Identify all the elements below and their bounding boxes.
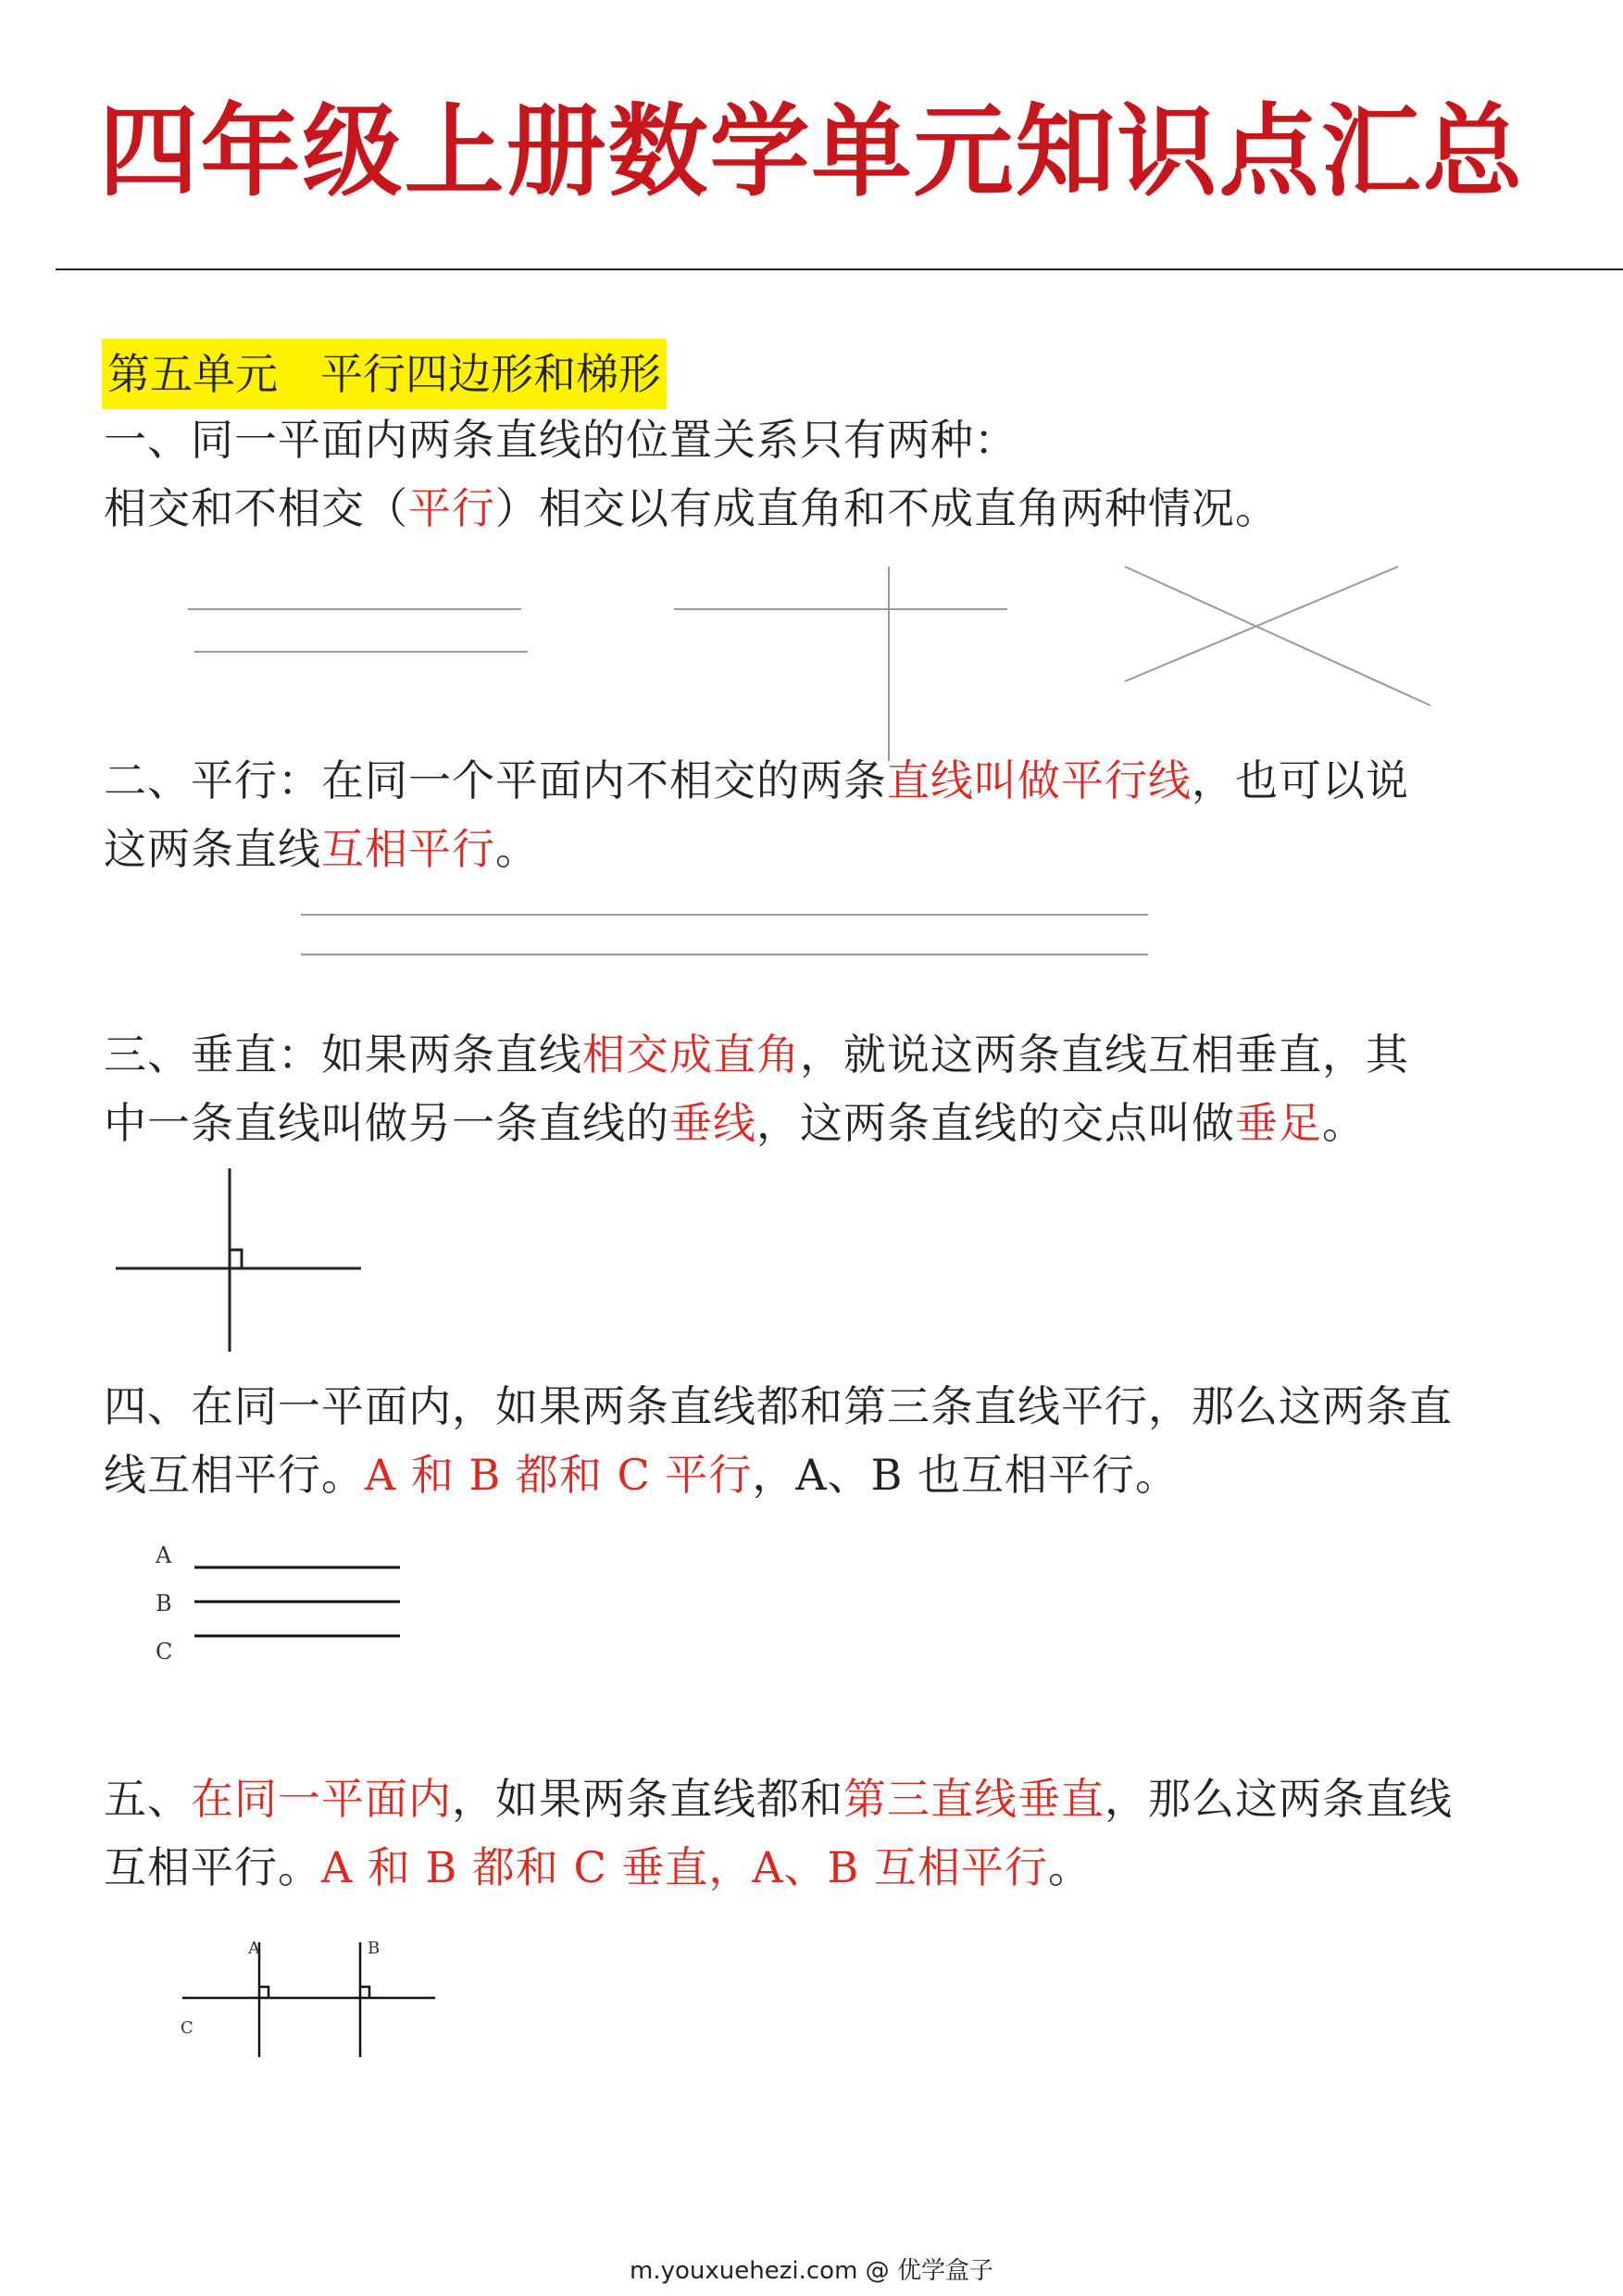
section-3-text-e: 。 xyxy=(1322,1098,1366,1148)
figure-perpendicular-foot xyxy=(116,1168,361,1352)
section-3-key-term-3: 垂足 xyxy=(1235,1098,1322,1148)
section-5-key-term-2: 第三直线垂直 xyxy=(843,1774,1105,1824)
section-2-text-d: 。 xyxy=(495,824,539,874)
section-4-key-term: A 和 B 都和 C 平行 xyxy=(365,1450,753,1500)
section-1-key-term: 平行 xyxy=(408,483,495,533)
section-5-line-2 xyxy=(104,1833,1548,1902)
section-4-text: 四、在同一平面内，如果两条直线都和第三条直线平行，那么这两条直 xyxy=(104,1381,1453,1431)
section-2-key-term-2: 互相平行 xyxy=(321,824,495,874)
section-5-text-c: ，那么这两条直线 xyxy=(1105,1774,1453,1824)
section-5-text-e: 。 xyxy=(1047,1842,1092,1892)
figure-three-parallels xyxy=(194,1567,400,1636)
section-1-text-b: ）相交以有成直角和不成直角两种情况。 xyxy=(495,483,1279,533)
section-2-text-b: ，也可以说 xyxy=(1192,755,1409,805)
figure-5-label-b: B xyxy=(368,1939,381,1958)
section-1-text-a: 相交和不相交（ xyxy=(104,483,408,533)
section-5-text-b: ，如果两条直线都和 xyxy=(452,1774,843,1824)
section-3-text-b: ，就说这两条直线互相垂直，其 xyxy=(800,1029,1409,1079)
page-title: 四年级上册数学单元知识点汇总 xyxy=(98,94,1525,210)
figure-4-label-b: B xyxy=(156,1591,172,1616)
figure-5-label-a: A xyxy=(248,1939,260,1958)
section-5-key-term-3: A 和 B 都和 C 垂直，A、B 互相平行 xyxy=(321,1842,1048,1892)
section-5-text-a: 五、 xyxy=(104,1774,191,1824)
section-3-key-term-2: 垂线 xyxy=(669,1098,756,1148)
section-2-line-2 xyxy=(104,815,1548,883)
unit-heading: 第五单元 平行四边形和梯形 xyxy=(102,339,667,409)
section-2-key-term: 直线叫做平行线 xyxy=(887,755,1192,805)
section-3-text-a: 三、垂直：如果两条直线 xyxy=(104,1029,582,1079)
section-4-text-b: ，A、B 也互相平行。 xyxy=(752,1450,1179,1500)
section-3-line-2 xyxy=(104,1089,1548,1157)
section-4-line-2 xyxy=(104,1441,1548,1509)
section-5-line-1 xyxy=(104,1765,1548,1833)
section-3-key-term: 相交成直角 xyxy=(582,1029,800,1079)
section-4-line-1 xyxy=(104,1372,1548,1441)
section-4-text-a: 线互相平行。 xyxy=(104,1450,365,1500)
figure-4-label-a: A xyxy=(156,1542,172,1568)
section-2-text-c: 这两条直线 xyxy=(104,824,321,874)
figure-5-label-c: C xyxy=(181,2018,194,2038)
section-5-key-term: 在同一平面内 xyxy=(191,1774,452,1824)
figure-4-label-c: C xyxy=(156,1639,173,1665)
footer-watermark: m.youxuehezi.com @ 优学盒子 xyxy=(630,2257,993,2285)
figure-oblique-intersection xyxy=(1125,567,1430,705)
section-2-text-a: 二、平行：在同一个平面内不相交的两条 xyxy=(104,755,887,805)
section-3-line-1 xyxy=(104,1020,1548,1089)
figure-parallel-lines xyxy=(188,609,528,652)
figure-two-perpendiculars xyxy=(182,1942,435,2057)
section-3-text-c: 中一条直线叫做另一条直线的 xyxy=(104,1098,669,1148)
section-3-text-d: ，这两条直线的交点叫做 xyxy=(756,1098,1235,1148)
section-5-text-d: 互相平行。 xyxy=(104,1842,321,1892)
section-1-text: 一、同一平面内两条直线的位置关系只有两种： xyxy=(104,415,1017,465)
figure-perpendicular-cross xyxy=(674,567,1007,761)
section-2-line-1 xyxy=(104,746,1548,815)
figure-parallel-lines-2 xyxy=(301,915,1148,955)
